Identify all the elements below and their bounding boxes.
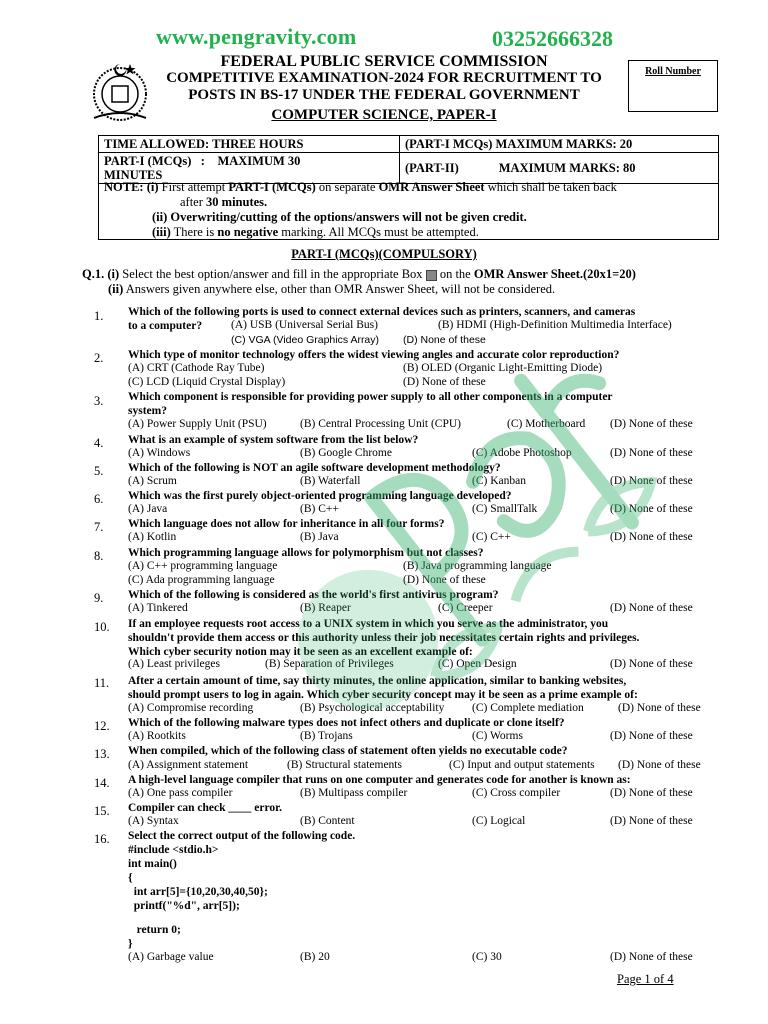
option-b[interactable]: (B) Waterfall (300, 475, 361, 487)
question-number: 3. (94, 394, 104, 408)
code-line: return 0; (128, 924, 181, 936)
option-d[interactable]: (D) None of these (618, 702, 701, 714)
option-b[interactable]: (B) Multipass compiler (300, 787, 408, 799)
commission-title: FEDERAL PUBLIC SERVICE COMMISSION (220, 53, 548, 70)
exam-line-2: COMPETITIVE EXAMINATION-2024 FOR RECRUITMENT TO (166, 70, 602, 86)
phone-text: 03252666328 (492, 26, 613, 51)
question-number: 1. (94, 309, 104, 323)
note-ii-num: (ii) (152, 210, 168, 224)
q1-text-c: OMR Answer Sheet.(20x1=20) (473, 267, 636, 281)
note-iii-num: (iii) (152, 225, 171, 239)
note-i-text-g: 30 minutes. (206, 195, 268, 209)
option-c[interactable]: (C) Logical (472, 815, 526, 827)
exam-info-table (98, 135, 719, 184)
question-number: 7. (94, 520, 104, 534)
option-d[interactable]: (D) None of these (610, 787, 693, 799)
option-a[interactable]: (A) Rootkits (128, 730, 186, 742)
option-c[interactable]: (C) Open Design (438, 658, 517, 670)
part1-time-text: PART-I (MCQs) : MAXIMUM 30 (104, 154, 301, 168)
option-a[interactable]: (A) Assignment statement (128, 759, 249, 771)
option-c[interactable]: (C) Complete mediation (472, 702, 584, 714)
option-c[interactable]: (C) C++ (472, 531, 511, 543)
option-b[interactable]: (B) Central Processing Unit (CPU) (300, 418, 461, 430)
roll-number-label: Roll Number (645, 66, 701, 77)
question-text: A high-level language compiler that runs on one computer and generates code for another is known as: (128, 774, 631, 786)
code-line: int main() (128, 858, 177, 870)
question-number: 4. (94, 436, 104, 450)
option-d[interactable]: (D) None of these (610, 475, 693, 487)
q1-ii-label: (ii) (108, 282, 124, 296)
option-d[interactable]: (D) None of these (403, 334, 486, 346)
option-b[interactable]: (B) OLED (Organic Light-Emitting Diode) (403, 362, 603, 374)
option-a[interactable]: (A) Syntax (128, 815, 179, 827)
option-c[interactable]: (C) Ada programming language (128, 574, 275, 586)
option-c[interactable]: (C) 30 (472, 951, 502, 963)
question-text (128, 617, 722, 659)
part2-marks: MAXIMUM MARKS: 80 (498, 161, 636, 175)
option-c[interactable]: (C) Input and output statements (449, 759, 595, 771)
question-number: 15. (94, 804, 110, 818)
note-box (98, 178, 719, 240)
time-allowed-cell: TIME ALLOWED: THREE HOURS (99, 136, 400, 153)
option-d[interactable]: (D) None of these (610, 531, 693, 543)
option-a[interactable]: (A) Tinkered (128, 602, 188, 614)
option-c[interactable]: (C) Motherboard (507, 418, 586, 430)
part1-time-unit: MINUTES (104, 168, 163, 182)
option-a[interactable]: (A) Compromise recording (128, 702, 254, 714)
question-line: If an employee requests root access to a UNIX system in which you serve as the administrator, you (128, 618, 609, 630)
question-text (128, 674, 722, 702)
option-b[interactable]: (B) 20 (300, 951, 330, 963)
option-b[interactable]: (B) Google Chrome (300, 447, 392, 459)
question-text: Which language does not allow for inheritance in all four forms? (128, 518, 445, 530)
q1-label: Q.1. (i) (82, 267, 120, 281)
option-c[interactable]: (C) LCD (Liquid Crystal Display) (128, 376, 286, 388)
option-a[interactable]: (A) USB (Universal Serial Bus) (231, 319, 378, 331)
option-c[interactable]: (C) Adobe Photoshop (472, 447, 572, 459)
option-a[interactable]: (A) Power Supply Unit (PSU) (128, 418, 267, 430)
option-a[interactable]: (A) Java (128, 503, 168, 515)
option-d[interactable]: (D) None of these (610, 602, 693, 614)
question-text: Which type of monitor technology offers the widest viewing angles and accurate color reproduction? (128, 349, 620, 361)
question-number: 16. (94, 832, 110, 846)
code-line: printf("%d", arr[5]); (128, 900, 240, 912)
part-title: PART-I (MCQs)(COMPULSORY) (291, 247, 477, 261)
option-d[interactable]: (D) None of these (618, 759, 701, 771)
option-c[interactable]: (C) Worms (472, 730, 523, 742)
note-i-text-f: after (180, 195, 203, 209)
question-text: What is an example of system software from the list below? (128, 434, 419, 446)
question-text: Which of the following is considered as the world's first antivirus program? (128, 589, 499, 601)
option-a[interactable]: (A) Scrum (128, 475, 177, 487)
question-number: 12. (94, 719, 110, 733)
question-number: 14. (94, 776, 110, 790)
note-ii-text: Overwriting/cutting of the options/answers will not be given credit. (170, 210, 527, 224)
q1-ii-text: Answers given anywhere else, other than OMR Answer Sheet, will not be considered. (125, 282, 556, 296)
option-b[interactable]: (B) Java programming language (403, 560, 552, 572)
question-text: Which of the following malware types does not infect others and duplicate or clone itself? (128, 717, 565, 729)
note-i-text-d: OMR Answer Sheet (378, 180, 485, 194)
option-b[interactable]: (B) Java (300, 531, 339, 543)
note-i-text-a: First attempt (161, 180, 226, 194)
note-i-text-b: PART-I (MCQs) (228, 180, 316, 194)
code-line: int arr[5]={10,20,30,40,50}; (128, 886, 268, 898)
note-label: NOTE: (104, 180, 144, 194)
code-line: #include <stdio.h> (128, 844, 219, 856)
option-d[interactable]: (D) None of these (610, 730, 693, 742)
note-i-text-c: on separate (318, 180, 376, 194)
subject-title: COMPUTER SCIENCE, PAPER-I (271, 107, 497, 123)
option-a[interactable]: (A) Garbage value (128, 951, 214, 963)
question-line: After a certain amount of time, say thirty minutes, the online application, similar to banking websites, (128, 675, 627, 687)
part1-max-cell: (PART-I MCQs) MAXIMUM MARKS: 20 (400, 136, 719, 153)
option-b[interactable]: (B) Separation of Privileges (265, 658, 394, 670)
option-a[interactable]: (A) CRT (Cathode Ray Tube) (128, 362, 265, 374)
note-iii-text-c: marking. All MCQs must be attempted. (281, 225, 479, 239)
option-b[interactable]: (B) Psychological acceptability (300, 702, 445, 714)
option-d[interactable]: (D) None of these (610, 418, 693, 430)
question-number: 8. (94, 549, 104, 563)
option-d[interactable]: (D) None of these (610, 951, 693, 963)
question-number: 10. (94, 620, 110, 634)
question-text: Compiler can check ____ error. (128, 802, 283, 814)
code-line: } (128, 938, 133, 950)
website-text: www.pengravity.com (156, 24, 357, 49)
option-c[interactable]: (C) Creeper (438, 602, 493, 614)
option-a[interactable]: (A) One pass compiler (128, 787, 233, 799)
option-b[interactable]: (B) Trojans (300, 730, 353, 742)
question-number: 5. (94, 464, 104, 478)
option-d[interactable]: (D) None of these (610, 815, 693, 827)
option-c[interactable]: (C) SmallTalk (472, 503, 538, 515)
question-line: system? (128, 405, 167, 417)
option-c[interactable]: (C) VGA (Video Graphics Array) (231, 334, 380, 346)
question-number: 11. (94, 676, 110, 690)
question-number: 13. (94, 747, 110, 761)
omr-box-icon (426, 270, 437, 281)
option-d[interactable]: (D) None of these (403, 376, 486, 388)
note-i-text-e: which shall be taken back (487, 180, 617, 194)
option-d[interactable]: (D) None of these (610, 658, 693, 670)
q1-text-a: Select the best option/answer and fill in the appropriate Box (122, 267, 423, 281)
question-text: When compiled, which of the following class of statement often yields no executable code? (128, 745, 568, 757)
question-text: Which of the following is NOT an agile software development methodology? (128, 462, 501, 474)
option-d[interactable]: (D) None of these (610, 447, 693, 459)
option-d[interactable]: (D) None of these (403, 574, 486, 586)
question-line: should prompt users to log in again. Which cyber security concept may it be seen as a prime example of: (128, 689, 638, 701)
q1-text-b: on the (439, 267, 471, 281)
option-c[interactable]: (C) Kanban (472, 475, 526, 487)
question-line: Which of the following ports is used to connect external devices such as printers, scanners, and cameras (128, 306, 636, 318)
question-text: Which programming language allows for polymorphism but not classes? (128, 547, 484, 559)
question-text: Select the correct output of the following code. (128, 830, 356, 842)
note-i-num: (i) (146, 180, 159, 194)
exam-line-3: POSTS IN BS-17 UNDER THE FEDERAL GOVERNMENT (188, 87, 580, 103)
option-b[interactable]: (B) Structural statements (287, 759, 402, 771)
question-text (128, 390, 722, 418)
question-line: to a computer? (128, 320, 203, 332)
instructions-q1 (82, 267, 732, 297)
option-a[interactable]: (A) Kotlin (128, 531, 177, 543)
part2-label: (PART-II) (405, 161, 459, 175)
option-a[interactable]: (A) Windows (128, 447, 191, 459)
question-line: Which cyber security notion may it be seen as an excellent example of: (128, 646, 473, 658)
option-a[interactable]: (A) Least privileges (128, 658, 220, 670)
option-a[interactable]: (A) C++ programming language (128, 560, 278, 572)
option-b[interactable]: (B) Reaper (300, 602, 351, 614)
question-line: shouldn't provide them access or this authority unless their job necessitates certain rights and privileges. (128, 632, 640, 644)
option-b[interactable]: (B) Content (300, 815, 355, 827)
question-number: 9. (94, 591, 104, 605)
note-iii-text-a: There is (173, 225, 215, 239)
option-c[interactable]: (C) Cross compiler (472, 787, 561, 799)
question-number: 2. (94, 351, 104, 365)
option-d[interactable]: (D) None of these (610, 503, 693, 515)
note-iii-text-b: no negative (217, 225, 279, 239)
page-indicator: Page 1 of 4 (617, 972, 674, 986)
question-number: 6. (94, 492, 104, 506)
option-b[interactable]: (B) HDMI (High-Definition Multimedia Interface) (438, 319, 672, 331)
roll-number-box[interactable] (628, 60, 718, 112)
question-text: Which was the first purely object-oriented programming language developed? (128, 490, 512, 502)
question-line: Which component is responsible for providing power supply to all other components in a computer (128, 391, 613, 403)
code-line: { (128, 872, 133, 884)
option-b[interactable]: (B) C++ (300, 503, 339, 515)
